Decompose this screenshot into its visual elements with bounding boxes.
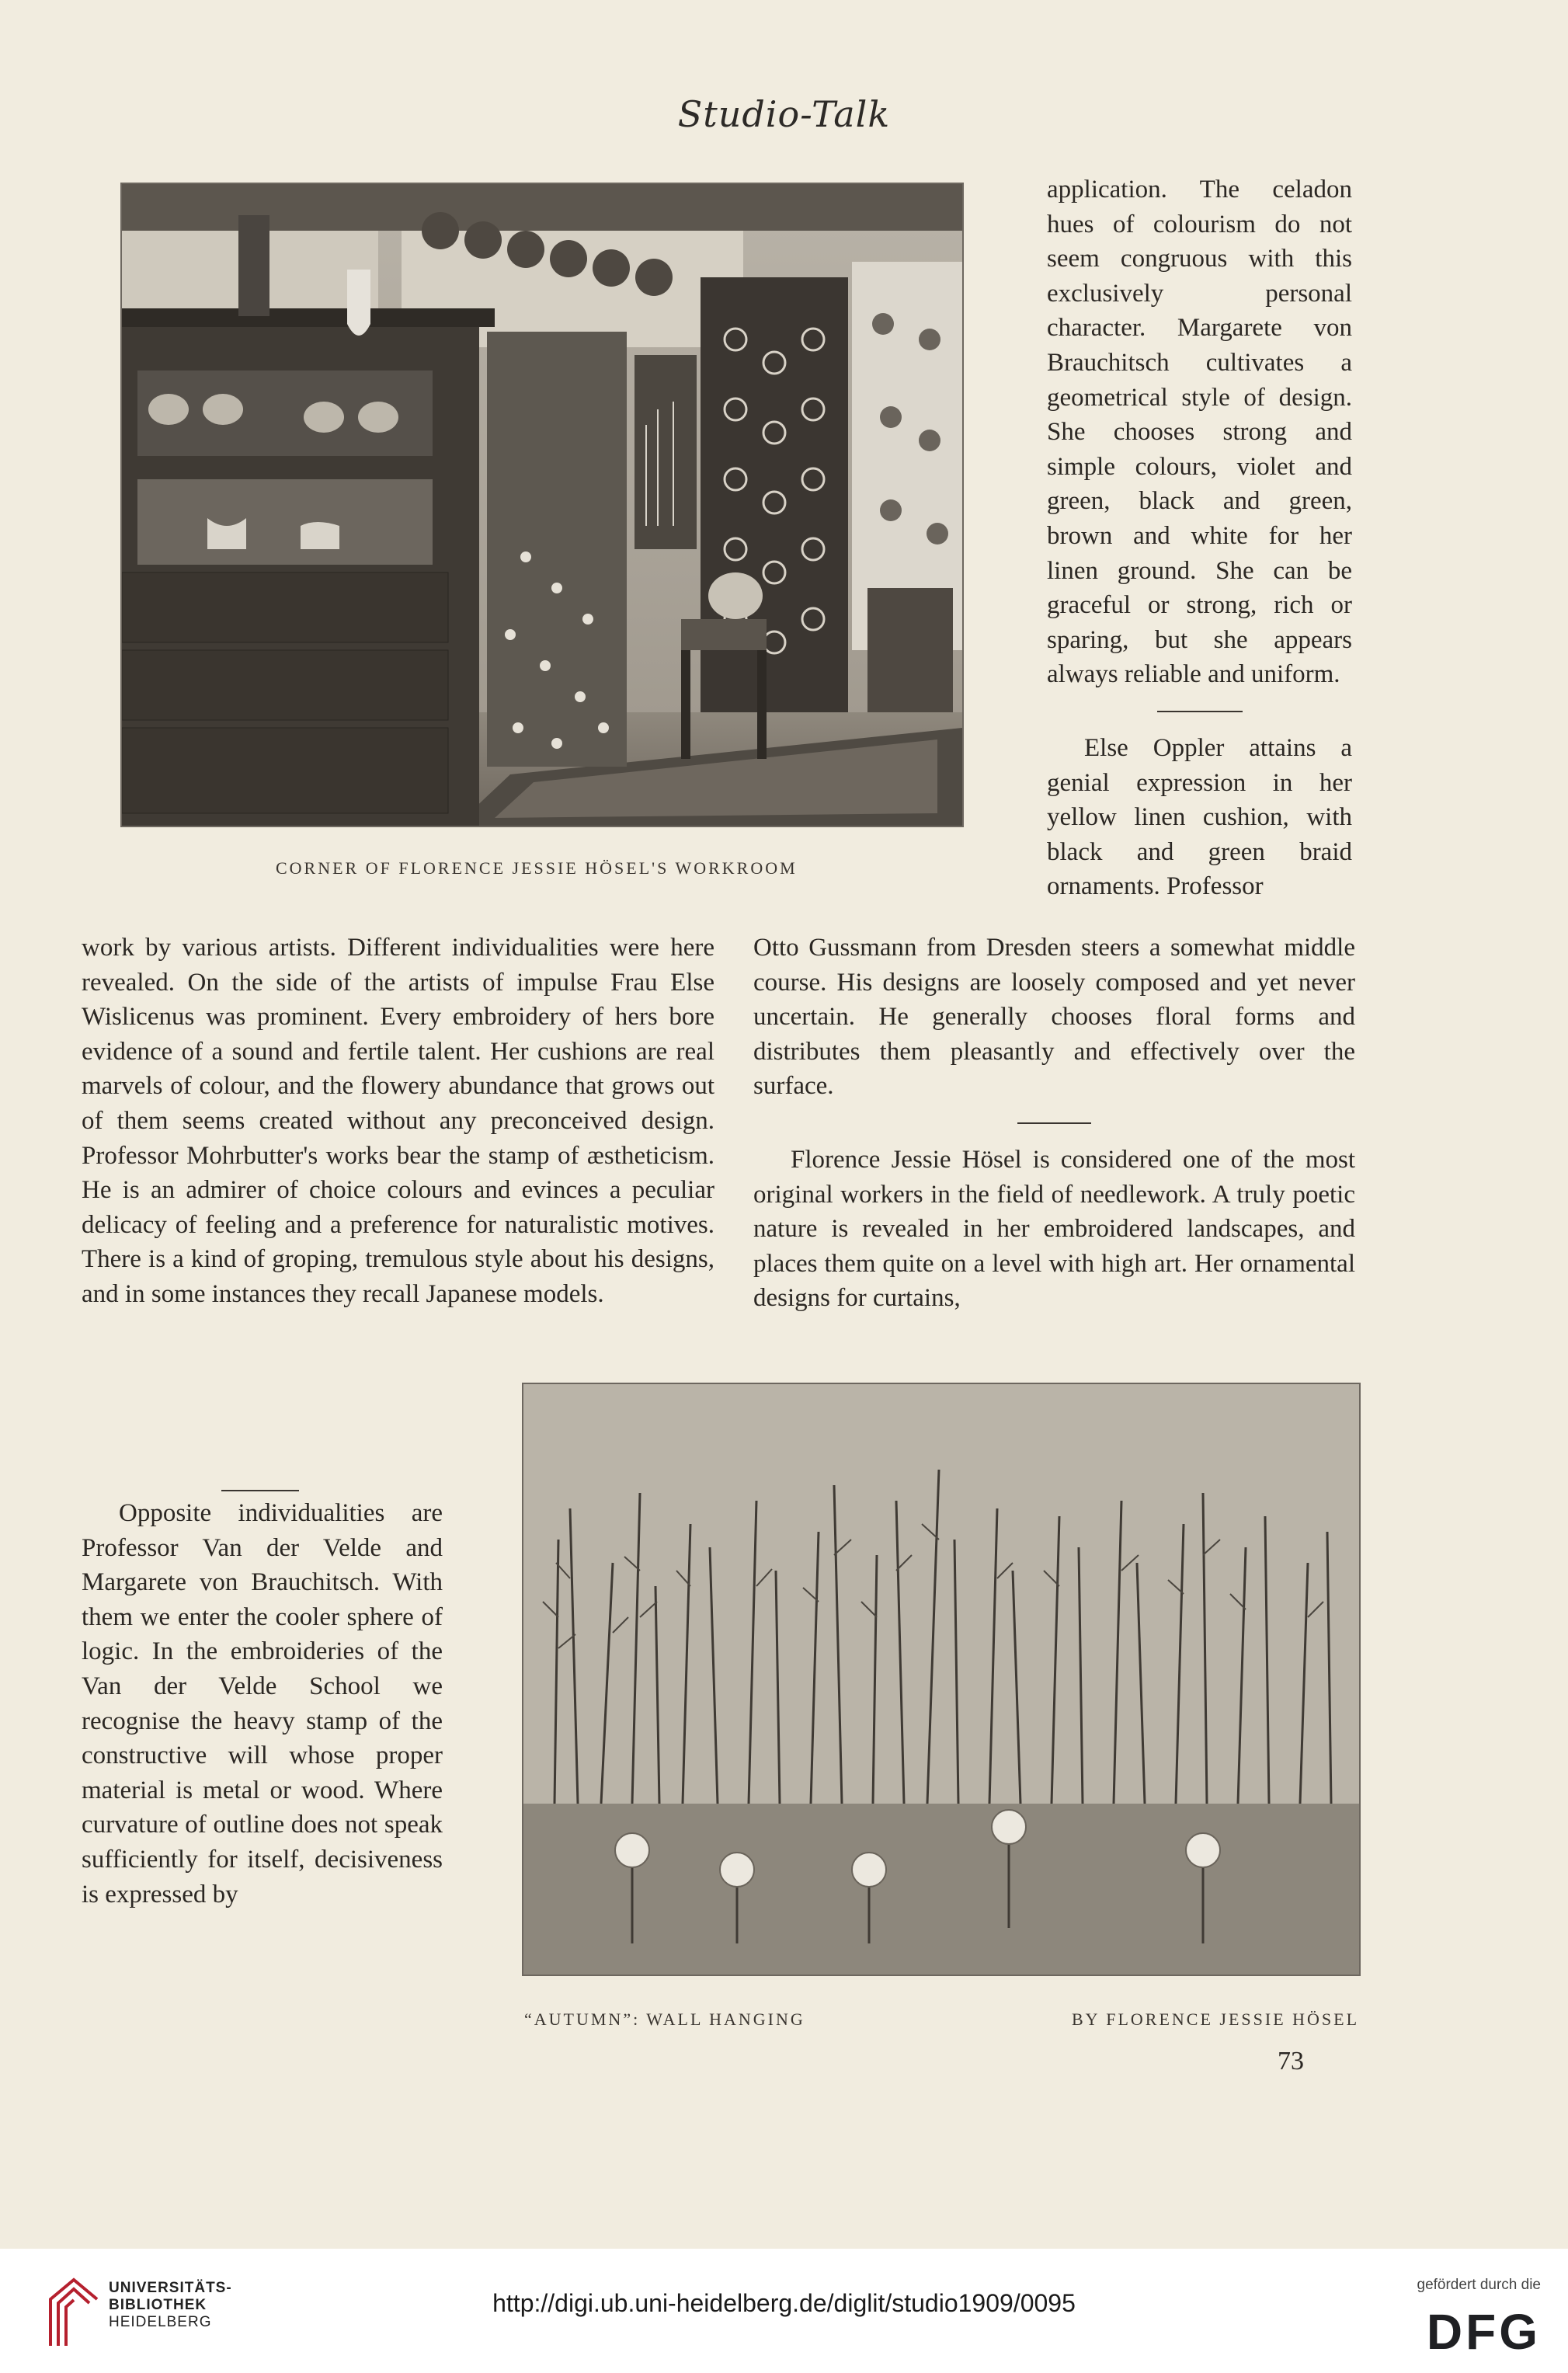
paragraph-various-artists: work by various artists. Different individualities were here revealed. On the side of the artists of impulse Frau Else Wislicenus was prominent. Every embroidery of hers bore evidence of a sound and fertile talent. Her cushions are real marvels of colour, and the flowery abundance that grows out of them seems created without any preconceived design. Professor Mohrbutter's works bear the stamp of æstheticism. He is an admirer of choice colours and evinces a peculiar delicacy of feeling and a preference for naturalistic motives. There is a kind of groping, tremulous style about his designs, and in some instances they recall Japanese models. bbox=[82, 934, 714, 1308]
left-column-text bbox=[82, 931, 714, 1312]
source-url-link[interactable]: http://digi.ub.uni-heidelberg.de/diglit/studio1909/0095 bbox=[492, 2289, 1076, 2317]
right-column-mid bbox=[753, 931, 1355, 1316]
digitization-footer bbox=[0, 2249, 1568, 2373]
page-number: 73 bbox=[1278, 2047, 1304, 2076]
section-divider bbox=[1157, 711, 1243, 712]
paragraph-gussmann: Otto Gussmann from Dresden steers a somewhat middle course. His designs are loosely composed and yet never uncertain. He generally chooses floral forms and distributes them pleasantly and effectively over the surface. bbox=[753, 934, 1355, 1101]
right-column-top bbox=[1047, 172, 1352, 904]
library-line-1: UNIVERSITÄTS- bbox=[109, 2280, 232, 2296]
paragraph-else-oppler: Else Oppler attains a genial expression in her yellow linen cushion, with black and green braid ornaments. Professor bbox=[1047, 733, 1352, 901]
workroom-photo bbox=[120, 183, 964, 827]
embroidery-illustration bbox=[523, 1384, 1359, 1975]
left-divider bbox=[221, 1490, 299, 1491]
section-divider-mid bbox=[1017, 1122, 1091, 1124]
paragraph-opposite-individualities: Opposite individualities are Professor Van der Velde and Margarete von Brauchitsch. With them we enter the cooler sphere of logic. In the embroideries of the Van der Velde School we recognise the heavy stamp of the constructive will whose proper material is metal or wood. Where curvature of outline does not speak sufficiently for itself, decisiveness is expressed by bbox=[82, 1499, 443, 1908]
top-photo-caption: CORNER OF FLORENCE JESSIE HÖSEL'S WORKROOM bbox=[276, 858, 798, 878]
dfg-logo: DFG bbox=[1426, 2304, 1541, 2360]
bottom-caption-left: “AUTUMN”: WALL HANGING bbox=[524, 2009, 805, 2029]
running-title: Studio-Talk bbox=[677, 93, 891, 135]
library-line-3: HEIDELBERG bbox=[109, 2314, 212, 2330]
paragraph-celadon: application. The celadon hues of colourism do not seem congruous with this exclusively personal character. Margarete von Brauchitsch cultivates a geometrical style of design. She chooses strong and simple colours, violet and green, black and green, brown and white for her linen ground. She can be graceful or strong, rich or sparing, but she appears always reliable and uniform. bbox=[1047, 176, 1352, 689]
workroom-illustration bbox=[122, 184, 962, 826]
left-column-narrow bbox=[82, 1496, 443, 1912]
bottom-caption-right: BY FLORENCE JESSIE HÖSEL bbox=[1072, 2009, 1360, 2029]
library-line-2: BIBLIOTHEK bbox=[109, 2297, 207, 2313]
autumn-wall-hanging-photo bbox=[522, 1383, 1361, 1976]
funding-text: gefördert durch die bbox=[1417, 2277, 1541, 2293]
paragraph-hosel: Florence Jessie Hösel is considered one of the most original workers in the field of needlework. A truly poetic nature is revealed in her embroidered landscapes, and places them quite on a level with high art. Her ornamental designs for curtains, bbox=[753, 1145, 1355, 1313]
